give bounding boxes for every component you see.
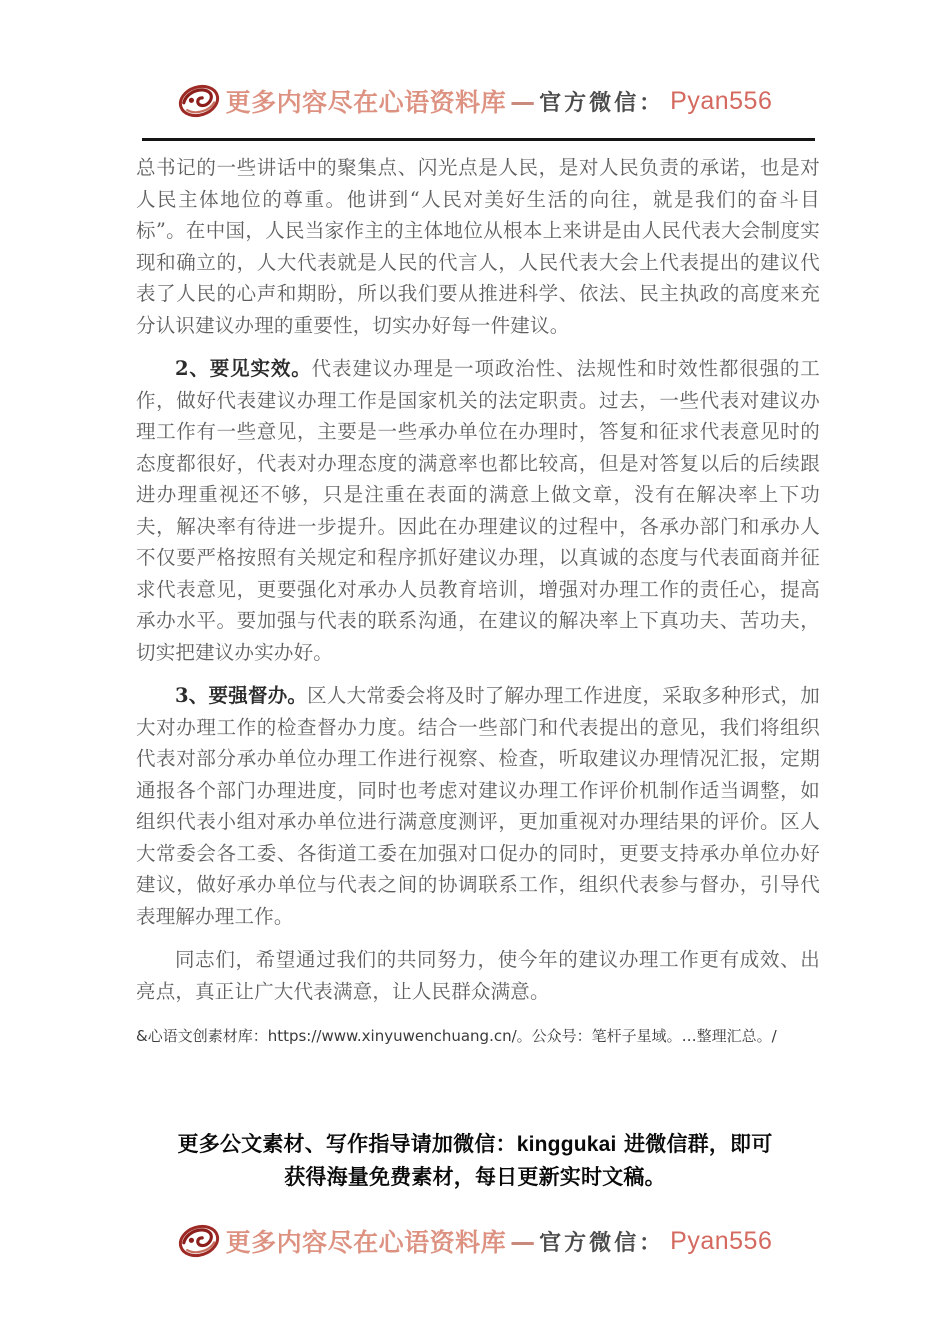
header-divider: [142, 138, 815, 141]
yin-yang-fish-logo-icon: [178, 80, 220, 122]
promo-block: [115, 1128, 835, 1194]
paragraph-2-text: 代表建议办理是一项政治性、法规性和时效性都很强的工作，做好代表建议办理工作是国家机关的法定职责。过去，一些代表对建议办理工作有一些意见，主要是一些承办单位在办理时，答复和征求代表意见时的态度都很好，代表对办理态度的满意率也都比较高，但是对答复以后的后续跟进办理重视还不够，只是注重在表面的满意上做文章，没有在解决率上下功夫，解决率有待进一步提升。因此在办理建议的过程中，各承办部门和承办人不仅要严格按照有关规定和程序抓好建议办理，以真诚的态度与代表面商并征求代表意见，更要强化对承办人员教育培训，增强对办理工作的责任心，提高承办水平。要加强与代表的联系沟通，在建议的解决率上下真功夫、苦功夫，切实把建议办实办好。: [136, 357, 820, 664]
paragraph-3-lead: 3、要强督办。: [175, 684, 308, 707]
watermark-dash: —: [510, 1226, 536, 1256]
paragraph-2: [136, 353, 820, 668]
watermark-wechat-id: Pyan556: [670, 1226, 773, 1255]
watermark-wechat-id: Pyan556: [670, 86, 773, 115]
watermark-footer: [0, 1220, 950, 1262]
document-body: [136, 152, 820, 1049]
watermark-dash: —: [510, 86, 536, 116]
watermark-official-label: 官方微信：: [539, 1229, 665, 1256]
paragraph-1-text: 总书记的一些讲话中的聚集点、闪光点是人民，是对人民负责的承诺，也是对人民主体地位的尊重。他讲到“人民对美好生活的向往，就是我们的奋斗目标”。在中国，人民当家作主的主体地位从根本上来讲是由人民代表大会制度实现和确立的，人大代表就是人民的代言人，人民代表大会上代表提出的建议代表了人民的心声和期盼，所以我们要从推进科学、依法、民主执政的高度来充分认识建议办理的重要性，切实办好每一件建议。: [136, 156, 820, 337]
paragraph-3: [136, 680, 820, 932]
promo-line1-before: 更多公文素材、写作指导请加微信：: [177, 1132, 517, 1156]
watermark-header: [0, 80, 950, 122]
watermark-official-label: 官方微信：: [539, 89, 665, 116]
promo-line1-after: 进微信群，即可: [616, 1132, 773, 1156]
promo-wechat-id: kinggukai: [516, 1133, 617, 1156]
watermark-text: 更多内容尽在心语资料库: [225, 88, 507, 117]
promo-line2: 获得海量免费素材，每日更新实时文稿。: [284, 1165, 666, 1189]
paragraph-3-text: 区人大常委会将及时了解办理工作进度，采取多种形式，加大对办理工作的检查督办力度。结合一些部门和代表提出的意见，我们将组织代表对部分承办单位办理工作进行视察、检查，听取建议办理情况汇报，定期通报各个部门办理进度，同时也考虑对建议办理工作评价机制作适当调整，如组织代表小组对承办单位进行满意度测评，更加重视对办理结果的评价。区人大常委会各工委、各街道工委在加强对口促办的同时，更要支持承办单位办好建议，做好承办单位与代表之间的协调联系工作，组织代表参与督办，引导代表理解办理工作。: [136, 684, 821, 928]
yin-yang-fish-logo-icon: [178, 1220, 220, 1262]
paragraph-4: [136, 944, 820, 1007]
paragraph-1: [136, 152, 820, 341]
watermark-text: 更多内容尽在心语资料库: [225, 1228, 507, 1257]
paragraph-4-text: 同志们，希望通过我们的共同努力，使今年的建议办理工作更有成效、出亮点，真正让广大代表满意，让人民群众满意。: [136, 948, 820, 1003]
source-attribution-note: &心语文创素材库：https://www.xinyuwenchuang.cn/。公众号：笔杆子星域。…整理汇总。/: [136, 1027, 777, 1045]
paragraph-2-lead: 2、要见实效。: [175, 357, 312, 380]
